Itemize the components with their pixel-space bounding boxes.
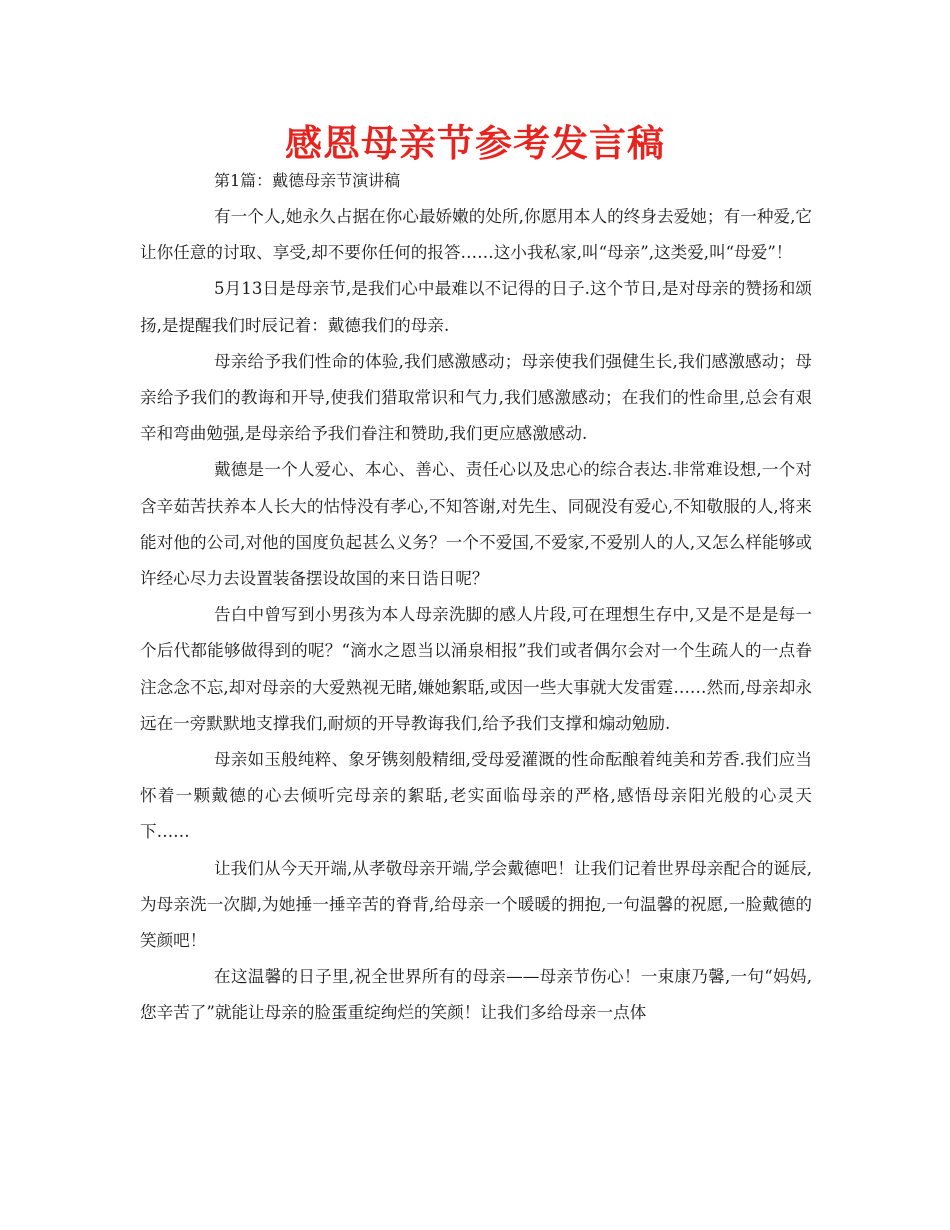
paragraph-8: 在这温馨的日子里,祝全世界所有的母亲——母亲节伤心！一束康乃馨,一句“妈妈,您辛苦了”就能让母亲的脸蛋重绽绚烂的笑颜！让我们多给母亲一点体 — [140, 967, 812, 1023]
paragraph-7: 让我们从今天开端,从孝敬母亲开端,学会戴德吧！让我们记着世界母亲配合的诞辰,为母亲洗一次脚,为她捶一捶辛苦的脊背,给母亲一个暖暖的拥抱,一句温馨的祝愿,一脸戴德的笑颜吧！ — [140, 858, 812, 951]
paragraph-1: 有一个人,她永久占据在你心最娇嫩的处所,你愿用本人的终身去爱她；有一种爱,它让你任意的讨取、享受,却不要你任何的报答……这小我私家,叫“母亲”,这类爱,叫“母爱”！ — [140, 207, 812, 263]
paragraph-4: 戴德是一个人爱心、本心、善心、责任心以及忠心的综合表达.非常难设想,一个对含辛茹苦扶养本人长大的怙恃没有孝心,不知答谢,对先生、同砚没有爱心,不知敬服的人,将来能对他的公司,对他的国度负起甚么义务？一个不爱国,不爱家,不爱别人的人,又怎么样能够或许经心尽力去设置装备摆设故国的来日诰日呢？ — [140, 460, 812, 589]
paragraph-3: 母亲给予我们性命的体验,我们感激感动；母亲使我们强健生长,我们感激感动；母亲给予我们的教诲和开导,使我们猎取常识和气力,我们感激感动；在我们的性命里,总会有艰辛和弯曲勉强,是母亲给予我们眷注和赞助,我们更应感激感动. — [140, 351, 812, 444]
section-heading: 第1篇：戴德母亲节演讲稿 — [214, 171, 401, 190]
paragraph-5: 告白中曾写到小男孩为本人母亲洗脚的感人片段,可在理想生存中,又是不是是每一个后代都能够做得到的呢？“滴水之恩当以涌泉相报”我们或者偶尔会对一个生疏人的一点眷注念念不忘,却对母亲的大爱熟视无睹,嫌她絮聒,或因一些大事就大发雷霆……然而,母亲却永远在一旁默默地支撑我们,耐烦的开导教诲我们,给予我们支撑和煽动勉励. — [140, 605, 812, 733]
paragraph-6: 母亲如玉般纯粹、象牙镌刻般精细,受母爱灌溉的性命酝酿着纯美和芳香.我们应当怀着一颗戴德的心去倾听完母亲的絮聒,老实面临母亲的严格,感悟母亲阳光般的心灵天下…… — [140, 750, 812, 842]
paragraph-2: 5月13日是母亲节,是我们心中最难以不记得的日子.这个节日,是对母亲的赞扬和颂扬,是提醒我们时辰记着：戴德我们的母亲. — [140, 279, 812, 335]
document-body — [140, 163, 812, 1032]
document-title: 感恩母亲节参考发言稿 — [285, 122, 665, 165]
